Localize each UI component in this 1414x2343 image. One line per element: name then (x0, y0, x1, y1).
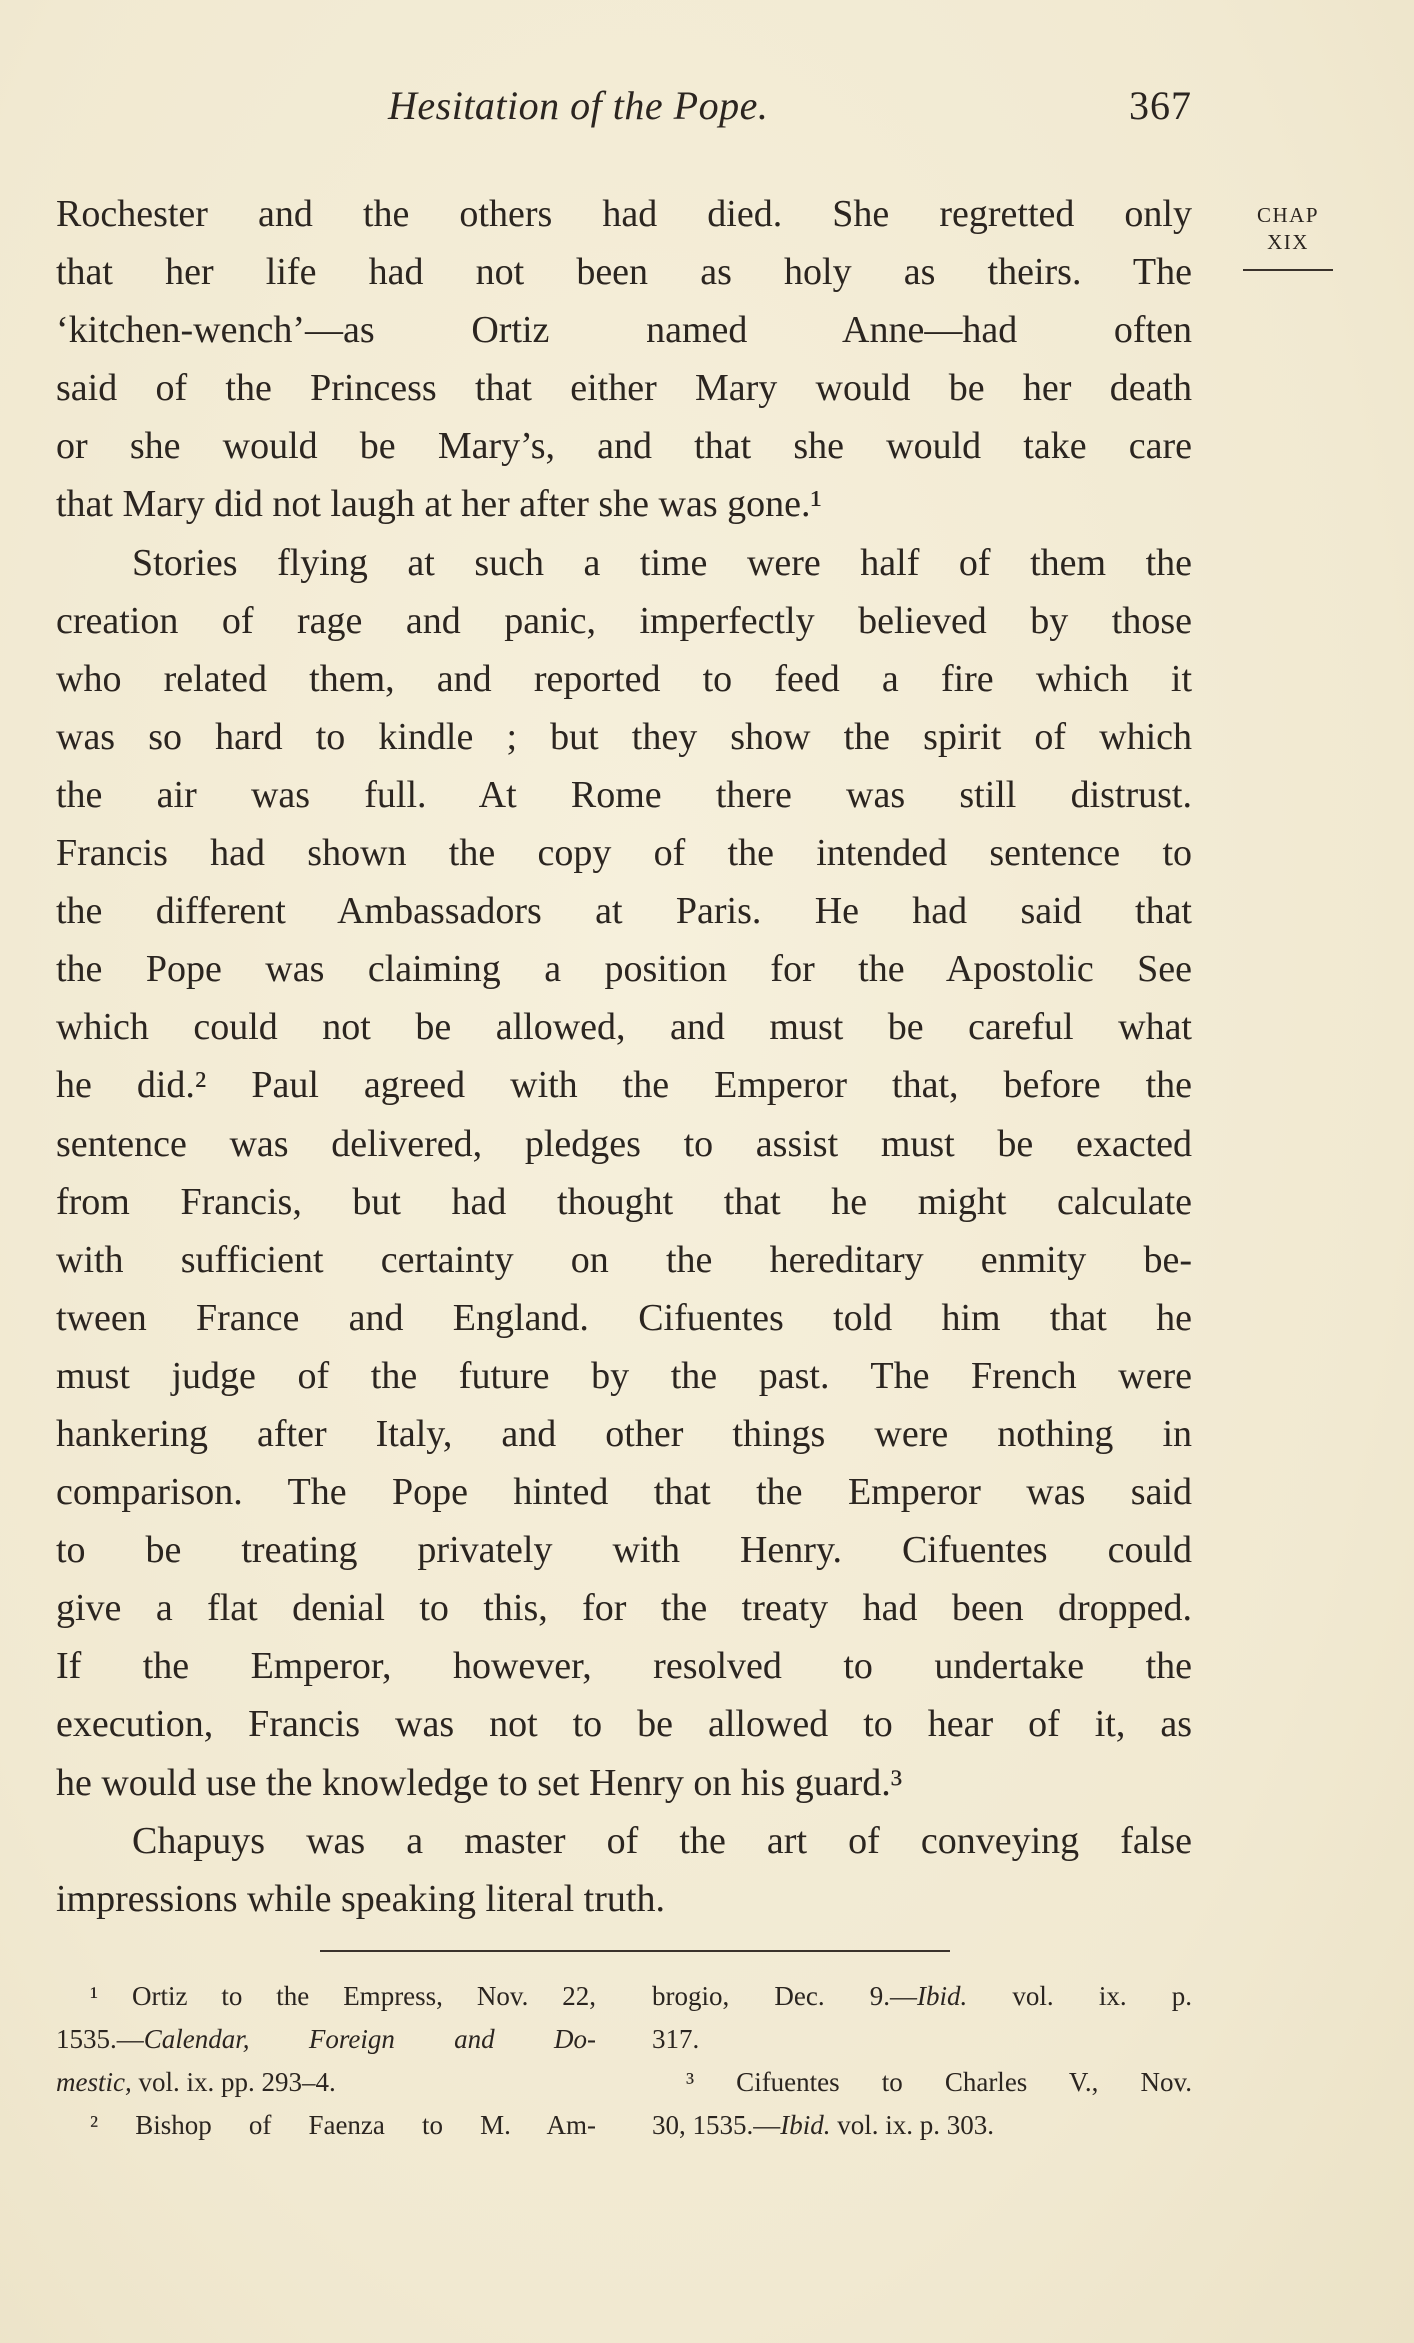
footnote-line: ³ Cifuentes to Charles V., Nov. (686, 2067, 1192, 2097)
body-line: impressions while speaking literal truth. (56, 1877, 665, 1920)
footnote-line: 1535.—Calendar, Foreign and Do- (56, 2024, 596, 2054)
body-line: Stories flying at such a time were half of them the (132, 541, 1192, 584)
body-line: creation of rage and panic, imperfectly believed by those (56, 599, 1192, 642)
body-line: give a flat denial to this, for the treaty had been dropped. (56, 1587, 1192, 1630)
page-number: 367 (1129, 83, 1192, 128)
body-line: that her life had not been as holy as theirs. The (56, 251, 1192, 294)
body-line: tween France and England. Cifuentes told him that he (56, 1296, 1192, 1339)
body-line: he did.² Paul agreed with the Emperor that, before the (56, 1064, 1192, 1107)
body-line: execution, Francis was not to be allowed to hear of it, as (56, 1703, 1192, 1746)
body-line: from Francis, but had thought that he might calculate (56, 1180, 1192, 1223)
footnote-line: ¹ Ortiz to the Empress, Nov. 22, (90, 1981, 596, 2011)
body-line: or she would be Mary’s, and that she would take care (56, 425, 1192, 468)
chapter-numeral: XIX (1267, 230, 1309, 255)
body-line: If the Emperor, however, resolved to undertake the (56, 1645, 1192, 1688)
chapter-label: CHAP (1256, 203, 1320, 227)
body-line: sentence was delivered, pledges to assist must be exacted (56, 1122, 1192, 1165)
footnote-column-right (652, 1975, 1192, 2147)
body-line: was so hard to kindle ; but they show the spirit of which (56, 715, 1192, 758)
body-line: he would use the knowledge to set Henry on his guard.³ (56, 1761, 903, 1804)
body-line: must judge of the future by the past. The French were (56, 1354, 1192, 1397)
body-line: to be treating privately with Henry. Cifuentes could (56, 1529, 1192, 1572)
chapter-rule (1243, 269, 1333, 271)
body-line: the different Ambassadors at Paris. He had said that (56, 890, 1192, 933)
footnote-line: ² Bishop of Faenza to M. Am- (90, 2110, 596, 2140)
body-line: which could not be allowed, and must be careful what (56, 1006, 1192, 1049)
body-line: ‘kitchen-wench’—as Ortiz named Anne—had often (56, 309, 1192, 352)
body-line: with sufficient certainty on the hereditary enmity be- (56, 1238, 1192, 1281)
footnote-line: 317. (652, 2024, 700, 2054)
body-line: who related them, and reported to feed a fire which it (56, 657, 1192, 700)
body-text (56, 185, 1192, 1928)
body-line: said of the Princess that either Mary would be her death (56, 367, 1192, 410)
body-line: comparison. The Pope hinted that the Emperor was said (56, 1471, 1192, 1514)
footnotes (56, 1975, 1192, 2147)
body-line: hankering after Italy, and other things were nothing in (56, 1412, 1192, 1455)
running-head (56, 82, 1192, 142)
footnote-line: mestic, vol. ix. pp. 293–4. (56, 2067, 336, 2097)
page-title: Hesitation of the Pope. (388, 83, 769, 128)
footnote-line: 30, 1535.—Ibid. vol. ix. p. 303. (652, 2110, 995, 2140)
footnote-rule (320, 1950, 950, 1952)
body-line: Chapuys was a master of the art of conveying false (132, 1819, 1192, 1862)
body-line: Francis had shown the copy of the intended sentence to (56, 832, 1192, 875)
body-line: the Pope was claiming a position for the Apostolic See (56, 948, 1192, 991)
chapter-marginal-note (1238, 202, 1338, 271)
footnote-line: brogio, Dec. 9.—Ibid. vol. ix. p. (652, 1981, 1192, 2011)
footnote-column-left (56, 1975, 596, 2147)
body-line: the air was full. At Rome there was still distrust. (56, 773, 1192, 816)
body-line: that Mary did not laugh at her after she was gone.¹ (56, 483, 822, 526)
body-line: Rochester and the others had died. She regretted only (56, 193, 1192, 235)
